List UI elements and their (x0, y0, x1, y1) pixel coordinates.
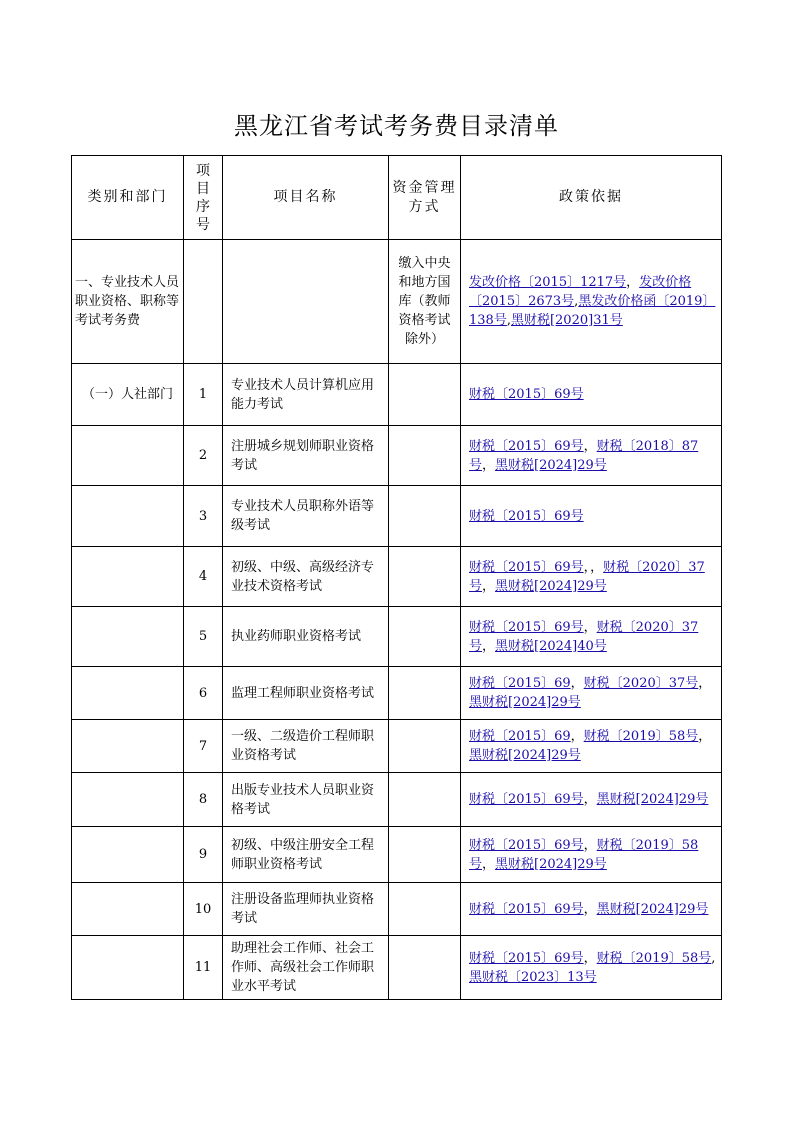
policy-separator: ， (570, 729, 584, 744)
item-management (389, 607, 461, 667)
section1-basis (461, 240, 722, 364)
policy-separator: , (711, 950, 716, 966)
item-name: 注册设备监理师执业资格考试 (223, 883, 389, 936)
item-basis (461, 364, 722, 426)
department-cell (72, 720, 184, 773)
policy-link[interactable]: 财税〔2018〕87号 (469, 438, 699, 473)
section1-management: 缴入中央和地方国库（教师资格考试除外） (389, 240, 461, 364)
policy-link[interactable]: 黑财税〔2023〕13号 (469, 969, 597, 985)
item-management (389, 486, 461, 547)
policy-separator: , (506, 313, 511, 328)
policy-separator: ， (482, 638, 496, 654)
department-cell (72, 883, 184, 936)
department-cell (72, 936, 184, 1000)
header-number-text: 项目序号 (196, 162, 210, 233)
item-name: 出版专业技术人员职业资格考试 (223, 773, 389, 827)
department-cell (72, 667, 184, 720)
table-row-section1 (72, 240, 722, 364)
item-name: 监理工程师职业资格考试 (223, 667, 389, 720)
table-row (72, 773, 722, 827)
item-name: 一级、二级造价工程师职业资格考试 (223, 720, 389, 773)
item-basis (461, 667, 722, 720)
table-row (72, 667, 722, 720)
policy-link[interactable]: 财税〔2015〕69号 (469, 508, 584, 524)
table-row (72, 720, 722, 773)
policy-link[interactable]: 财税〔2015〕69号 (469, 619, 584, 635)
item-management (389, 883, 461, 936)
item-management (389, 547, 461, 607)
policy-link[interactable]: 黑财税[2020]31号 (510, 313, 623, 328)
item-number: 1 (184, 364, 223, 426)
table-row (72, 827, 722, 883)
policy-link[interactable]: 黑财税[2024]40号 (495, 638, 607, 654)
department-cell (72, 773, 184, 827)
item-basis (461, 607, 722, 667)
policy-link[interactable]: 财税〔2015〕69号 (469, 950, 584, 966)
policy-separator: ， (583, 619, 597, 635)
policy-separator: ， (698, 729, 712, 744)
policy-link[interactable]: 黑财税[2024]29号 (469, 748, 581, 763)
table-row (72, 426, 722, 486)
policy-link[interactable]: 财税〔2015〕69号 (469, 837, 584, 853)
policy-separator: , (574, 294, 579, 309)
item-number: 2 (184, 426, 223, 486)
header-name: 项目名称 (223, 156, 389, 240)
policy-link[interactable]: 财税〔2019〕58号 (469, 837, 699, 872)
policy-link[interactable]: 黑财税[2024]29号 (495, 578, 607, 594)
policy-link[interactable]: 财税〔2015〕69 (469, 676, 571, 691)
policy-link[interactable]: 财税〔2015〕69号 (469, 438, 584, 454)
header-number (184, 156, 223, 240)
header-basis: 政策依据 (461, 156, 722, 240)
table-row (72, 607, 722, 667)
policy-link[interactable]: 财税〔2020〕37号 (583, 676, 699, 691)
policy-separator: ， (626, 275, 640, 290)
policy-separator: ， (570, 676, 584, 691)
item-number: 9 (184, 827, 223, 883)
item-management (389, 667, 461, 720)
table-row (72, 883, 722, 936)
policy-link[interactable]: 黑财税[2024]29号 (495, 457, 607, 473)
item-number: 5 (184, 607, 223, 667)
item-number: 10 (184, 883, 223, 936)
item-basis (461, 936, 722, 1000)
item-name: 执业药师职业资格考试 (223, 607, 389, 667)
table-row (72, 547, 722, 607)
item-management (389, 426, 461, 486)
department-cell (72, 827, 184, 883)
policy-link[interactable]: 财税〔2019〕58号 (596, 950, 712, 966)
fee-catalog-table (71, 155, 722, 1000)
policy-link[interactable]: 财税〔2015〕69号 (469, 387, 584, 402)
item-basis (461, 547, 722, 607)
item-name: 专业技术人员职称外语等级考试 (223, 486, 389, 547)
department-cell (72, 607, 184, 667)
item-basis (461, 883, 722, 936)
item-management (389, 720, 461, 773)
department-cell: （一）人社部门 (72, 364, 184, 426)
policy-separator: ， (583, 901, 597, 917)
page-title: 黑龙江省考试考务费目录清单 (234, 112, 559, 140)
section1-number (184, 240, 223, 364)
item-management (389, 773, 461, 827)
item-basis (461, 773, 722, 827)
item-number: 6 (184, 667, 223, 720)
policy-link[interactable]: 财税〔2019〕58号 (583, 729, 699, 744)
item-basis (461, 426, 722, 486)
item-number: 8 (184, 773, 223, 827)
department-cell (72, 426, 184, 486)
policy-link[interactable]: 黑财税[2024]29号 (495, 856, 607, 872)
header-management: 资金管理方式 (389, 156, 461, 240)
policy-link[interactable]: 财税〔2020〕37号 (469, 619, 699, 654)
policy-separator: ， (583, 438, 597, 454)
policy-link[interactable]: 黑发改价格函〔2019〕138号 (469, 294, 716, 328)
policy-separator: ， (482, 457, 496, 473)
item-number: 3 (184, 486, 223, 547)
item-name: 注册城乡规划师职业资格考试 (223, 426, 389, 486)
header-category: 类别和部门 (72, 156, 184, 240)
item-management (389, 936, 461, 1000)
item-basis (461, 827, 722, 883)
policy-link[interactable]: 黑财税[2024]29号 (469, 695, 581, 710)
policy-separator: ， (482, 856, 496, 872)
item-name: 初级、中级、高级经济专业技术资格考试 (223, 547, 389, 607)
policy-link[interactable]: 财税〔2015〕69 (469, 729, 571, 744)
policy-separator: ，， (583, 559, 604, 575)
item-name: 初级、中级注册安全工程师职业资格考试 (223, 827, 389, 883)
department-cell (72, 547, 184, 607)
section1-category: 一、专业技术人员职业资格、职称等考试考务费 (72, 240, 184, 364)
table-header-row (72, 156, 722, 240)
section1-name (223, 240, 389, 364)
policy-link[interactable]: 财税〔2015〕69号 (469, 559, 584, 575)
policy-link[interactable]: 黑财税[2024]29号 (596, 901, 709, 917)
item-number: 7 (184, 720, 223, 773)
item-number: 4 (184, 547, 223, 607)
department-cell (72, 486, 184, 547)
table-row (72, 936, 722, 1000)
policy-link[interactable]: 发改价格〔2015〕1217号 (469, 275, 627, 290)
policy-link[interactable]: 发改价格〔2015〕2673号 (469, 275, 692, 309)
table-row (72, 364, 722, 426)
policy-separator: ， (698, 676, 712, 691)
item-basis (461, 720, 722, 773)
policy-link[interactable]: 黑财税[2024]29号 (596, 792, 709, 807)
policy-link[interactable]: 财税〔2020〕37号 (469, 559, 705, 594)
table-row (72, 486, 722, 547)
item-management (389, 827, 461, 883)
policy-separator: ， (583, 837, 597, 853)
item-name: 专业技术人员计算机应用能力考试 (223, 364, 389, 426)
item-basis (461, 486, 722, 547)
item-management (389, 364, 461, 426)
policy-separator: ， (583, 950, 597, 966)
policy-link[interactable]: 财税〔2015〕69号 (469, 901, 584, 917)
policy-link[interactable]: 财税〔2015〕69号 (469, 792, 584, 807)
policy-separator: ， (482, 578, 496, 594)
item-name: 助理社会工作师、社会工作师、高级社会工作师职业水平考试 (223, 936, 389, 1000)
item-number: 11 (184, 936, 223, 1000)
policy-separator: ， (583, 792, 597, 807)
